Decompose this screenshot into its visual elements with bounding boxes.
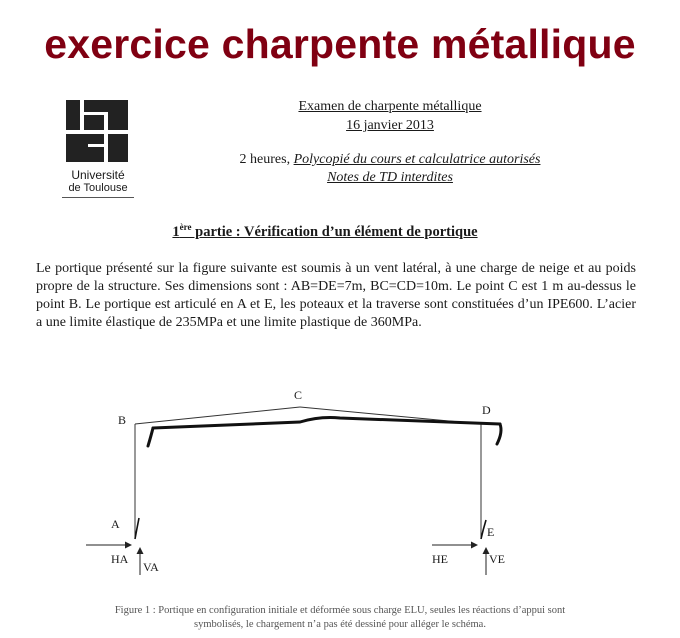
exam-forbidden: Notes de TD interdites	[327, 170, 453, 185]
exam-title: Examen de charpente métallique	[298, 99, 482, 114]
label-ha: HA	[111, 552, 129, 566]
rafter-deformed	[153, 418, 500, 429]
exam-date: 16 janvier 2013	[346, 118, 434, 133]
label-a: A	[111, 517, 120, 531]
part-title: partie : Vérification d’un élément de portique	[191, 223, 478, 240]
label-c: C	[294, 388, 303, 402]
label-va: VA	[143, 560, 159, 574]
label-e: E	[487, 525, 495, 539]
university-logo	[62, 100, 134, 200]
exam-conditions	[170, 152, 610, 168]
column-d-deformed	[497, 424, 501, 444]
label-d: D	[482, 403, 491, 417]
part-number: 1	[172, 223, 180, 240]
support-e-deformed	[481, 520, 486, 539]
figure-caption-line2: symbolisés, le chargement n’a pas été dessiné pour alléger le schéma.	[194, 619, 486, 630]
logo-text-universite: Université	[71, 168, 125, 182]
label-ve: VE	[489, 552, 505, 566]
logo-text-toulouse: de Toulouse	[68, 182, 128, 194]
support-a-deformed	[135, 518, 139, 539]
exam-allowed: Polycopié du cours et calculatrice autorisés	[293, 152, 541, 167]
label-b: B	[118, 413, 127, 427]
exam-duration: 2 heures,	[239, 152, 294, 167]
part-heading	[120, 222, 530, 241]
figure-caption-line1: Figure 1 : Portique en configuration initiale et déformée sous charge ELU, seules les réactions d’appui sont	[114, 605, 566, 616]
label-he: HE	[432, 552, 448, 566]
rafter-bc-initial	[135, 407, 300, 424]
portal-frame-figure	[0, 380, 680, 602]
page-banner-title: exercice charpente métallique	[44, 21, 636, 67]
problem-statement: Le portique présenté sur la figure suivante est soumis à un vent latéral, à une charge de neige et au poids propre de la structure. Ses dimensions sont : AB=DE=7m, BC=CD=10m. Le point C est 1 m au-dessus le point B. Le portique est articulé en A et E, les poteaux et la traverse sont constituées d’un IPE600. L’acier a une limite élastique de 235MPa et une limite plastique de 360MPa.	[36, 261, 636, 330]
part-superscript: ère	[179, 222, 192, 232]
university-logo-mark	[66, 100, 128, 162]
column-b-deformed	[148, 428, 153, 446]
logo-divider	[62, 197, 134, 198]
figure-caption	[30, 604, 650, 632]
